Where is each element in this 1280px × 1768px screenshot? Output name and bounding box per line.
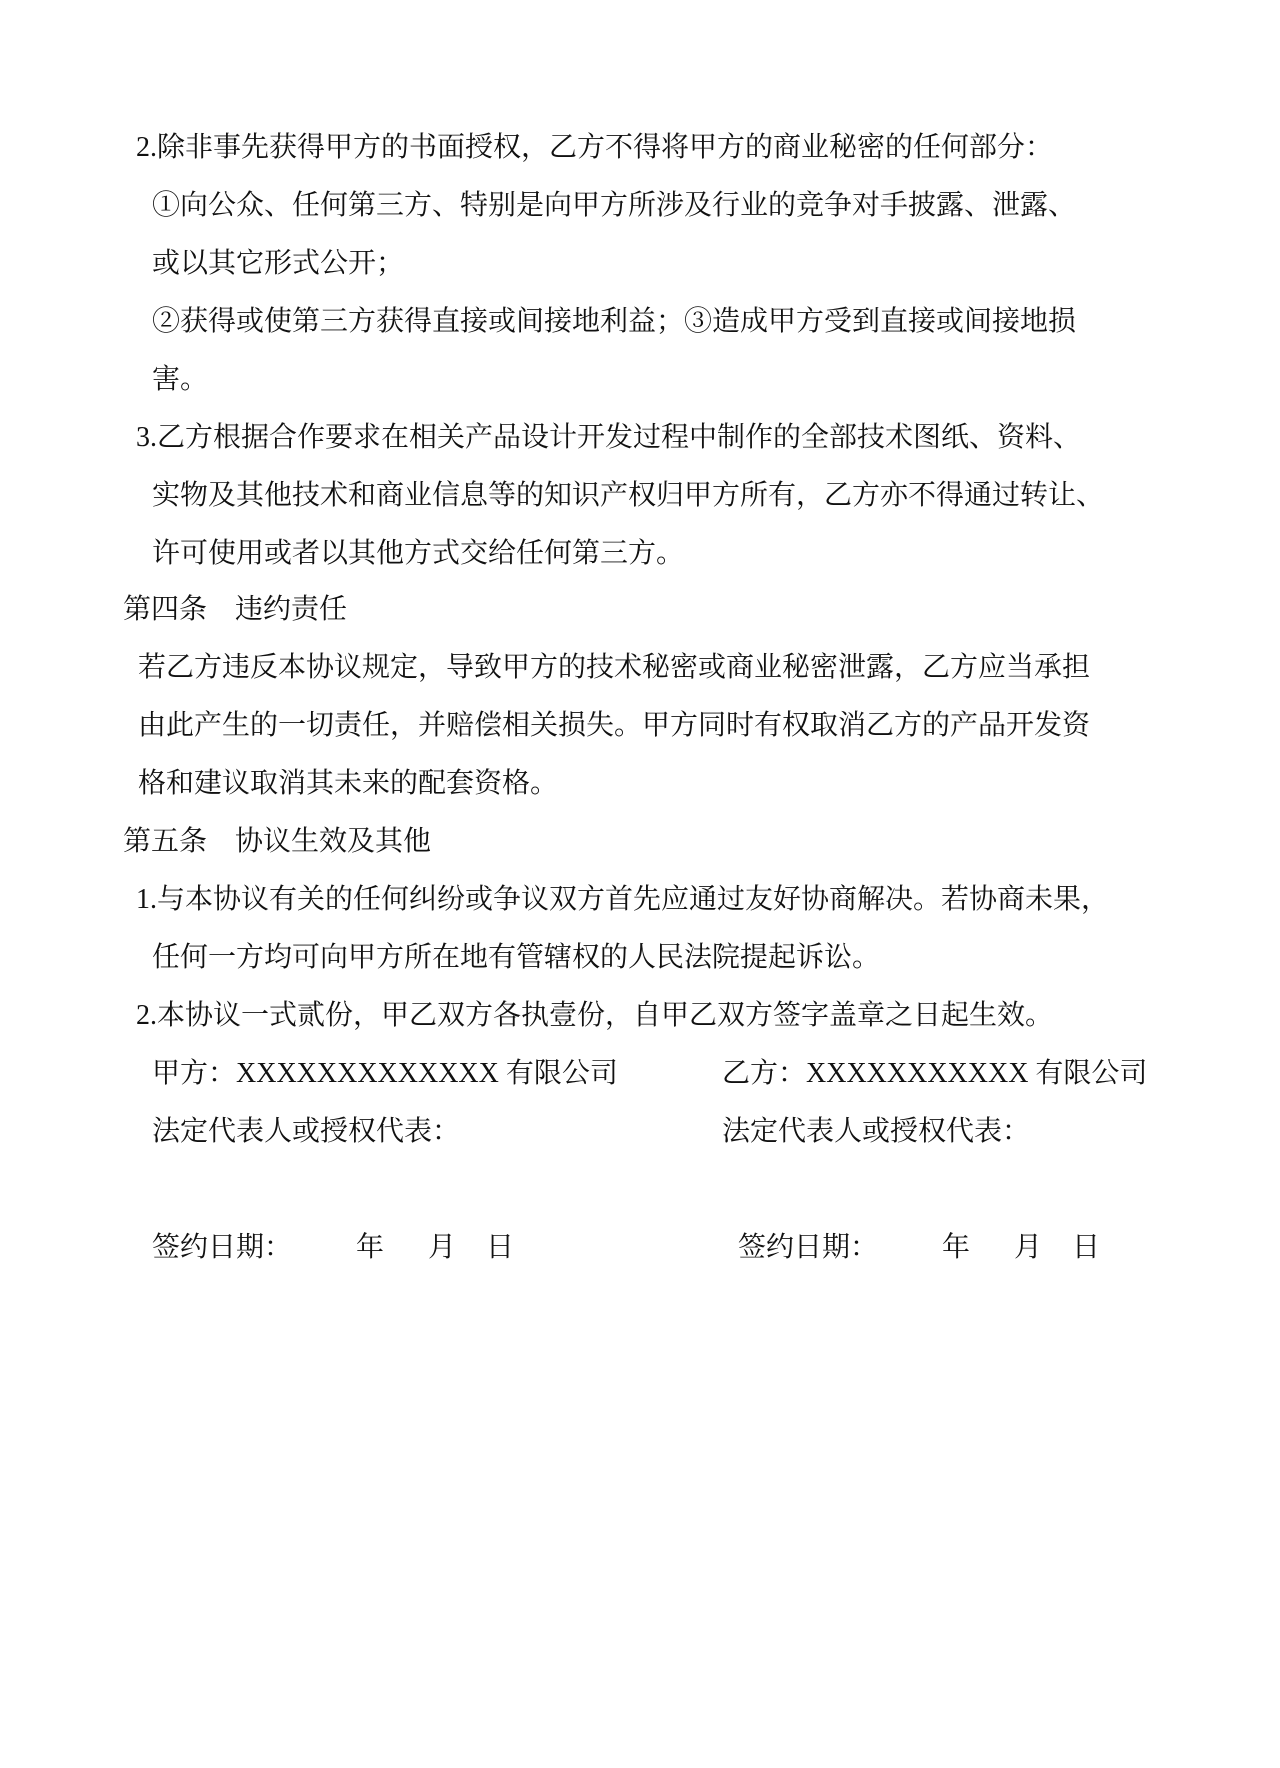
article-4-line-1: 若乙方违反本协议规定，导致甲方的技术秘密或商业秘密泄露，乙方应当承担 <box>138 652 1091 683</box>
article-4-line-2: 由此产生的一切责任，并赔偿相关损失。甲方同时有权取消乙方的产品开发资 <box>138 710 1091 741</box>
party-a-signing-date <box>152 1228 514 1268</box>
article-5-item-1-line-2: 任何一方均可向甲方所在地有管辖权的人民法院提起诉讼。 <box>152 942 881 973</box>
party-a-name: 甲方：XXXXXXXXXXXXX 有限公司 <box>152 1058 618 1089</box>
article-4-line-3: 格和建议取消其未来的配套资格。 <box>138 768 559 799</box>
party-b-name: 乙方：XXXXXXXXXXX 有限公司 <box>722 1058 1148 1089</box>
clause-item-2-sub23-line-1: ②获得或使第三方获得直接或间接地利益；③造成甲方受到直接或间接地损 <box>152 306 1077 337</box>
party-b-signing-date <box>738 1228 1100 1268</box>
clause-item-3-line-1: 3.乙方根据合作要求在相关产品设计开发过程中制作的全部技术图纸、资料、 <box>136 422 1082 453</box>
party-b-date-label: 签约日期： <box>738 1232 879 1263</box>
party-b-date-year: 年 <box>942 1232 971 1263</box>
clause-item-3-line-3: 许可使用或者以其他方式交给任何第三方。 <box>152 538 685 569</box>
party-b-date-month: 月 <box>1014 1232 1043 1263</box>
clause-item-2-sub23-line-2: 害。 <box>152 364 209 395</box>
clause-item-2-sub1-line-1: ①向公众、任何第三方、特别是向甲方所涉及行业的竞争对手披露、泄露、 <box>152 190 1077 221</box>
party-a-representative: 法定代表人或授权代表： <box>152 1116 461 1147</box>
party-a-date-day: 日 <box>486 1232 515 1263</box>
party-b-date-day: 日 <box>1072 1232 1101 1263</box>
party-b-representative: 法定代表人或授权代表： <box>722 1116 1031 1147</box>
party-a-date-label: 签约日期： <box>152 1232 293 1263</box>
article-5-heading: 第五条 协议生效及其他 <box>123 826 432 857</box>
party-a-date-year: 年 <box>356 1232 385 1263</box>
clause-item-2-sub1-line-2: 或以其它形式公开； <box>152 248 405 279</box>
party-a-date-month: 月 <box>428 1232 457 1263</box>
article-5-item-2-line-1: 2.本协议一式贰份，甲乙双方各执壹份，自甲乙双方签字盖章之日起生效。 <box>136 1000 1054 1031</box>
clause-item-2-line-1: 2.除非事先获得甲方的书面授权，乙方不得将甲方的商业秘密的任何部分： <box>136 132 1054 163</box>
article-4-heading: 第四条 违约责任 <box>123 594 348 625</box>
article-5-item-1-line-1: 1.与本协议有关的任何纠纷或争议双方首先应通过友好协商解决。若协商未果， <box>136 884 1110 915</box>
clause-item-3-line-2: 实物及其他技术和商业信息等的知识产权归甲方所有，乙方亦不得通过转让、 <box>152 480 1105 511</box>
